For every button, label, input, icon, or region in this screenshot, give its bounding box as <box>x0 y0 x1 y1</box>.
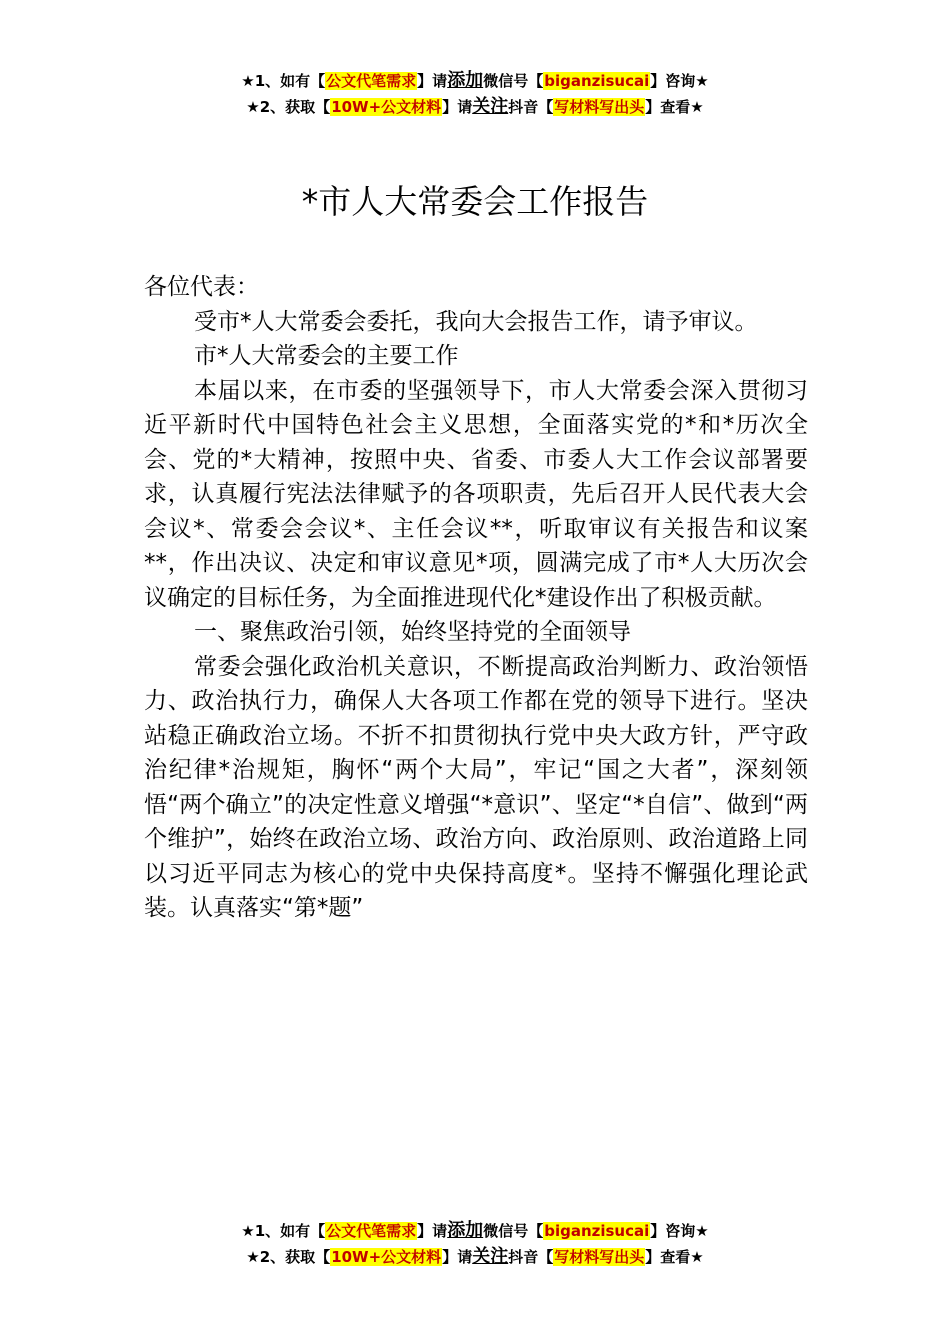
banner-line-2-mid2: 抖音【 <box>508 98 554 116</box>
banner-highlight-service: 公文代笔需求 <box>326 72 417 90</box>
section-heading-1: 一、聚焦政治引领，始终坚持党的全面领导 <box>194 619 631 645</box>
banner-highlight-douyin: 写材料写出头 <box>554 98 645 116</box>
banner-line-2-mid: 】请 <box>442 98 473 116</box>
document-body <box>144 270 808 926</box>
bottom-banner <box>0 1218 950 1270</box>
banner-line-1-prefix: ★1、如有【 <box>241 1222 326 1240</box>
paragraph-overview: 本届以来，在市委的坚强领导下，市人大常委会深入贯彻习近平新时代中国特色社会主义思想，全面落实党的*和*历次全会、党的*大精神，按照中央、省委、市委人大工作会议部署要求，认真履行宪法法律赋予的各项职责，先后召开人民代表大会会议*、常委会会议*、主任会议**，听取审议有关报告和议案**，作出决议、决定和审议意见*项，圆满完成了市*人大历次会议确定的目标任务，为全面推进现代化*建设作出了积极贡献。 <box>144 377 808 611</box>
banner-line-2-emphasis: 关注 <box>472 96 509 117</box>
banner-line-2-emphasis: 关注 <box>472 1246 509 1267</box>
banner-line-2 <box>0 1244 950 1270</box>
banner-line-1 <box>0 68 950 94</box>
banner-line-1 <box>0 1218 950 1244</box>
banner-highlight-wechat-id: biganzisucai <box>544 72 650 90</box>
banner-line-2-prefix: ★2、获取【 <box>246 1248 331 1266</box>
banner-line-2 <box>0 94 950 120</box>
paragraph-intro: 受市*人大常委会委托，我向大会报告工作，请予审议。 <box>194 308 758 335</box>
salutation: 各位代表： <box>144 274 259 300</box>
paragraph-section-1: 常委会强化政治机关意识，不断提高政治判断力、政治领悟力、政治执行力，确保人大各项工作都在党的领导下进行。坚决站稳正确政治立场。不折不扣贯彻执行党中央大政方针，严守政治纪律*治规矩，胸怀“两个大局”，牢记“国之大者”，深刻领悟“两个确立”的决定性意义增强“*意识”、坚定“*自信”、做到“两个维护”，始终在政治立场、政治方向、政治原则、政治道路上同以习近平同志为核心的党中央保持高度*。坚持不懈强化理论武装。认真落实“第*题” <box>144 653 808 921</box>
banner-line-2-mid: 】请 <box>442 1248 473 1266</box>
banner-highlight-douyin: 写材料写出头 <box>554 1248 645 1266</box>
banner-line-1-emphasis: 添加 <box>447 1220 484 1241</box>
banner-line-1-mid: 】请 <box>417 72 448 90</box>
banner-line-1-mid2: 微信号【 <box>483 72 544 90</box>
banner-line-1-mid2: 微信号【 <box>483 1222 544 1240</box>
banner-line-1-emphasis: 添加 <box>447 70 484 91</box>
banner-line-2-suffix: 】查看★ <box>645 98 704 116</box>
banner-highlight-materials: 10W+公文材料 <box>331 1248 442 1266</box>
banner-line-1-prefix: ★1、如有【 <box>241 72 326 90</box>
document-title: *市人大常委会工作报告 <box>301 182 649 221</box>
banner-line-2-prefix: ★2、获取【 <box>246 98 331 116</box>
banner-line-2-mid2: 抖音【 <box>508 1248 554 1266</box>
banner-line-2-suffix: 】查看★ <box>645 1248 704 1266</box>
top-banner <box>0 68 950 120</box>
section-heading-main-work: 市*人大常委会的主要工作 <box>194 343 459 369</box>
banner-line-1-mid: 】请 <box>417 1222 448 1240</box>
banner-line-1-suffix: 】咨询★ <box>650 1222 709 1240</box>
banner-line-1-suffix: 】咨询★ <box>650 72 709 90</box>
banner-highlight-service: 公文代笔需求 <box>326 1222 417 1240</box>
banner-highlight-wechat-id: biganzisucai <box>544 1222 650 1240</box>
banner-highlight-materials: 10W+公文材料 <box>331 98 442 116</box>
